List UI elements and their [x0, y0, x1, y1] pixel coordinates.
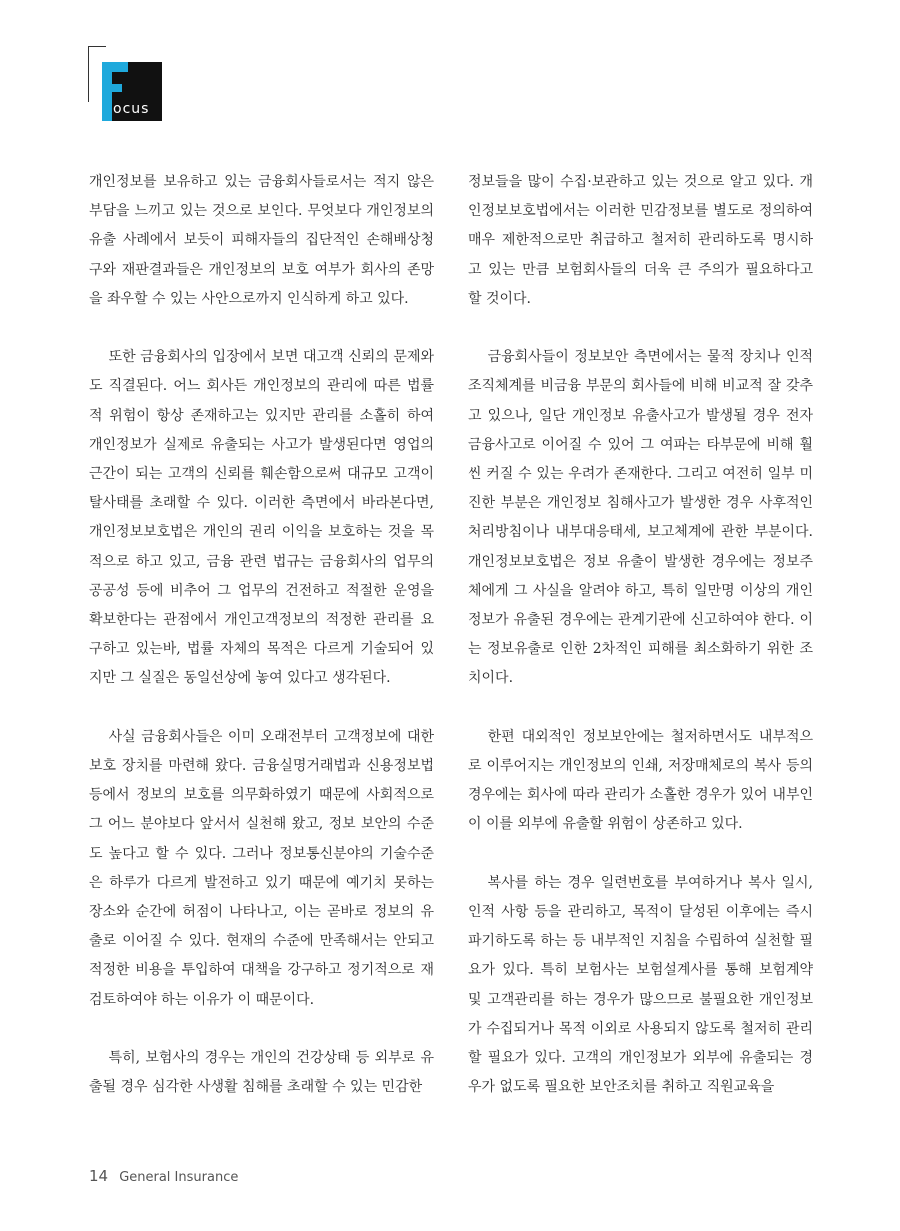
left-column — [89, 168, 434, 1102]
paragraph: 사실 금융회사들은 이미 오래전부터 고객정보에 대한 보호 장치를 마련해 왔다. 금융실명거래법과 신용정보법 등에서 정보의 보호를 의무화하였기 때문에 사회적으로 그 어느 분야보다 앞서서 실천해 왔고, 정보 보안의 수준도 높다고 할 수 있다. 그러나 정보통신분야의 기술수준은 하루가 다르게 발전하고 있기 때문에 예기치 못하는 장소와 순간에 허점이 나타나고, 이는 곧바로 정보의 유출로 이어질 수 있다. 현재의 수준에 만족해서는 안되고 적정한 비용을 투입하여 대책을 강구하고 정기적으로 재검토하여야 하는 이유가 이 때문이다. — [89, 728, 434, 1008]
logo-text: ocus — [113, 101, 150, 117]
paragraph: 개인정보를 보유하고 있는 금융회사들로서는 적지 않은 부담을 느끼고 있는 것으로 보인다. 무엇보다 개인정보의 유출 사례에서 보듯이 피해자들의 집단적인 손해배상청구와 재판결과들은 개인정보의 보호 여부가 회사의 존망을 좌우할 수 있는 사안으로까지 인식하게 하고 있다. — [89, 174, 434, 307]
paragraph: 복사를 하는 경우 일련번호를 부여하거나 복사 일시, 인적 사항 등을 관리하고, 목적이 달성된 이후에는 즉시 파기하도록 하는 등 내부적인 지침을 수립하여 실천할 필요가 있다. 특히 보험사는 보험설계사를 통해 보험계약 및 고객관리를 하는 경우가 많으므로 불필요한 개인정보가 수집되거나 목적 이외로 사용되지 않도록 철저히 관리할 필요가 있다. 고객의 개인정보가 외부에 유출되는 경우가 없도록 필요한 보안조치를 취하고 직원교육을 — [468, 874, 813, 1096]
logo-letter-f-top — [102, 62, 128, 72]
logo-corner-line — [88, 46, 106, 47]
page-number: 14 — [89, 1167, 109, 1185]
paragraph: 한편 대외적인 정보보안에는 철저하면서도 내부적으로 이루어지는 개인정보의 인쇄, 저장매체로의 복사 등의 경우에는 회사에 따라 관리가 소홀한 경우가 있어 내부인이 이를 외부에 유출할 위험이 상존하고 있다. — [468, 728, 813, 833]
logo-corner-line-vertical — [88, 46, 89, 102]
paragraph: 또한 금융회사의 입장에서 보면 대고객 신뢰의 문제와도 직결된다. 어느 회사든 개인정보의 관리에 따른 법률적 위험이 항상 존재하고는 있지만 관리를 소홀히 하여 개인정보가 실제로 유출되는 사고가 발생된다면 영업의 근간이 되는 고객의 신뢰를 훼손함으로써 대규모 고객이탈사태를 초래할 수 있다. 이러한 측면에서 바라본다면, 개인정보보호법은 개인의 권리 이익을 보호하는 것을 목적으로 하고 있고, 금융 관련 법규는 금융회사의 업무의 공공성 등에 비추어 그 업무의 건전하고 적절한 운영을 확보한다는 관점에서 개인고객정보의 적정한 관리를 요구하고 있는바, 법률 자체의 목적은 다르게 기술되어 있지만 그 실질은 동일선상에 놓여 있다고 생각된다. — [89, 349, 434, 687]
paragraph: 정보들을 많이 수집·보관하고 있는 것으로 알고 있다. 개인정보보호법에서는 이러한 민감정보를 별도로 정의하여 매우 제한적으로만 취급하고 철저히 관리하도록 명시하고 있는 만큼 보험회사들의 더욱 큰 주의가 필요하다고 할 것이다. — [468, 174, 813, 307]
focus-logo — [88, 46, 163, 121]
paragraph: 특히, 보험사의 경우는 개인의 건강상태 등 외부로 유출될 경우 심각한 사생활 침해를 초래할 수 있는 민감한 — [89, 1050, 434, 1096]
logo-letter-f-mid — [102, 84, 122, 92]
publication-name: General Insurance — [119, 1170, 239, 1185]
page-footer — [89, 1166, 238, 1185]
right-column — [468, 168, 813, 1102]
paragraph: 금융회사들이 정보보안 측면에서는 물적 장치나 인적 조직체계를 비금융 부문의 회사들에 비해 비교적 잘 갖추고 있으나, 일단 개인정보 유출사고가 발생될 경우 전자금융사고로 이어질 수 있어 그 여파는 타부문에 비해 훨씬 커질 수 있는 우려가 존재한다. 그리고 여전히 일부 미진한 부분은 개인정보 침해사고가 발생한 경우 사후적인 처리방침이나 내부대응태세, 보고체계에 관한 부분이다. 개인정보보호법은 정보 유출이 발생한 경우에는 정보주체에게 그 사실을 알려야 하고, 특히 일만명 이상의 개인정보가 유출된 경우에는 관계기관에 신고하여야 한다. 이는 정보유출로 인한 2차적인 피해를 최소화하기 위한 조치이다. — [468, 349, 813, 687]
